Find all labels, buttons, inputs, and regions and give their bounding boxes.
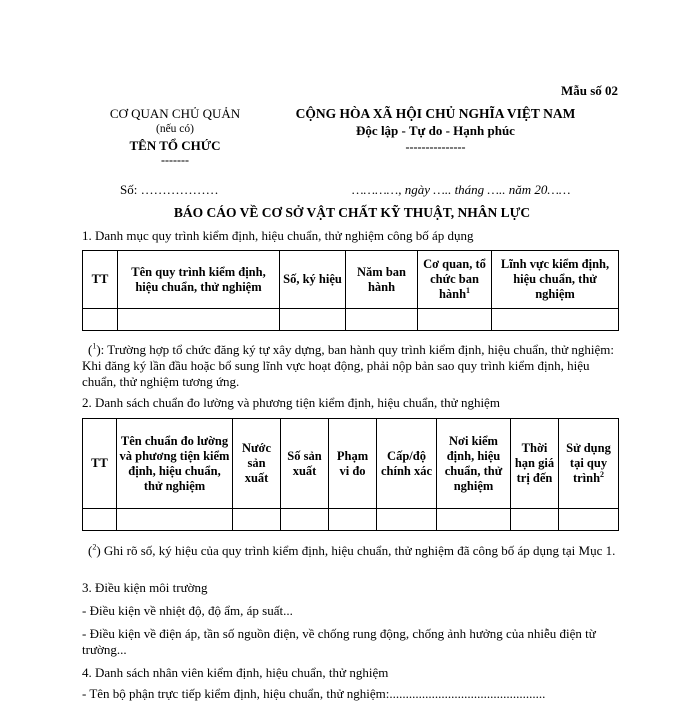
section3-heading: 3. Điều kiện môi trường [82,580,208,595]
footnote-ref: 2 [92,542,97,552]
equipment-table [82,418,619,531]
footnote-1: ($^1$): Trường hợp tổ chức đăng ký tự xây dựng, ban hành quy trình kiểm định, hiệu chuẩn, thử nghiệm: Khi đăng ký lần đầu hoặc bổ sung lĩnh vực hoạt động, phải nộp bản sao quy trình kiểm định, hiệu chuẩn, thử nghiệm tương ứng. [82,341,614,389]
left-header [95,105,255,166]
if-any-note: (nếu có) [156,123,194,135]
date-line: …………, ngày ….. tháng ….. năm 20…… [352,182,571,197]
section2-heading: 2. Danh sách chuẩn đo lường và phương tiện kiểm định, hiệu chuẩn, thử nghiệm [82,395,500,410]
col-header: Năm ban hành [346,251,418,309]
col-header: Nước sản xuất [233,419,281,509]
col-header-with-note [559,419,619,509]
right-divider: --------------- [405,140,466,154]
col-header-text: Sử dụng tại quy trình [566,441,611,485]
col-header: Cấp/độ chính xác [377,419,437,509]
table-row [83,309,619,331]
report-title: BÁO CÁO VỀ CƠ SỞ VẬT CHẤT KỸ THUẬT, NHÂN LỰC [173,205,531,220]
col-header: Tên chuẩn đo lường và phương tiện kiểm định, hiệu chuẩn, thử nghiệm [117,419,233,509]
col-header-text: Cơ quan, tổ chức ban hành [423,257,486,301]
form-number: Mẫu số 02 [560,83,618,98]
right-header [268,105,603,155]
col-header: Thời hạn giá trị đến [511,419,559,509]
col-header: Nơi kiểm định, hiệu chuẩn, thử nghiệm [437,419,511,509]
footnote-ref: 1 [466,285,471,295]
document-number: Số: ……………… [120,182,219,197]
section1-heading: 1. Danh mục quy trình kiểm định, hiệu chuẩn, thử nghiệm công bố áp dụng [82,228,474,243]
procedure-table [82,250,619,331]
col-header: Số sản xuất [281,419,329,509]
nation-name: CỘNG HÒA XÃ HỘI CHỦ NGHĨA VIỆT NAM [295,106,576,121]
col-header: Phạm vi đo [329,419,377,509]
footnote-2-text: ) Ghi rõ số, ký hiệu của quy trình kiểm định, hiệu chuẩn, thử nghiệm đã công bố áp dụng tại Mục 1. [96,543,616,558]
table-row [83,509,619,531]
table-header-row [83,251,619,309]
col-header: TT [83,251,118,309]
national-motto: Độc lập - Tự do - Hạnh phúc [356,123,515,138]
organization-name: TÊN TỔ CHỨC [129,138,221,153]
col-header: Số, ký hiệu [280,251,346,309]
footnote-2: ($^2$) Ghi rõ số, ký hiệu của quy trình kiểm định, hiệu chuẩn, thử nghiệm đã công bố áp dụng tại Mục 1. [88,542,616,558]
col-header: Tên quy trình kiểm định, hiệu chuẩn, thử nghiệm [118,251,280,309]
section3-line1: - Điều kiện về nhiệt độ, độ ẩm, áp suất... [82,603,293,618]
col-header: Lĩnh vực kiểm định, hiệu chuẩn, thử nghiệm [492,251,619,309]
section4-line1: - Tên bộ phận trực tiếp kiểm định, hiệu chuẩn, thử nghiệm:................................................ [82,686,546,701]
col-header: TT [83,419,117,509]
table-header-row [83,419,619,509]
footnote-ref: 2 [600,469,605,479]
col-header-with-note [418,251,492,309]
agency-name: CƠ QUAN CHỦ QUẢN [109,106,241,121]
left-divider: ------- [161,153,189,167]
footnote-ref: 1 [92,341,97,351]
footnote-1-text: ): Trường hợp tổ chức đăng ký tự xây dựng, ban hành quy trình kiểm định, hiệu chuẩn, thử nghiệm: Khi đăng ký lần đầu hoặc bổ sung lĩnh vực hoạt động, phải nộp bản sao quy trình kiểm định, hiệu chuẩn, thử nghiệm tương ứng. [82,342,614,389]
section3-line2: - Điều kiện về điện áp, tần số nguồn điện, về chống rung động, chống ảnh hưởng của nhiễu điện từ trường... [82,626,596,657]
section4-heading: 4. Danh sách nhân viên kiểm định, hiệu chuẩn, thử nghiệm [82,665,389,680]
